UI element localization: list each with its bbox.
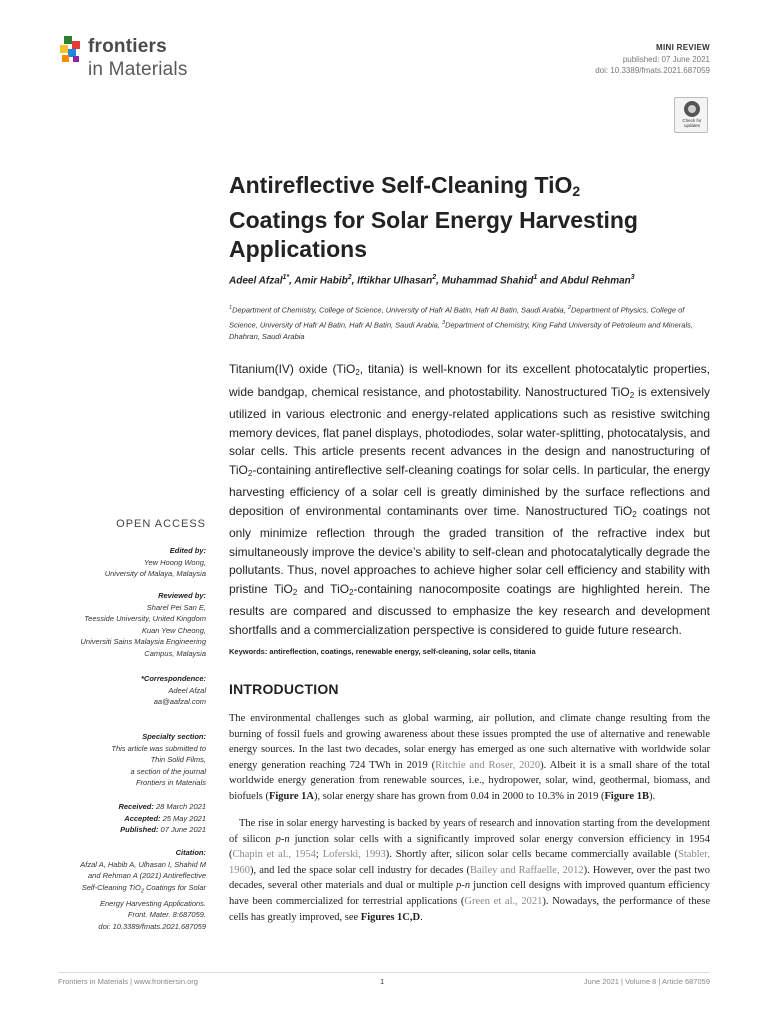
- citation-link[interactable]: Loferski, 1993: [322, 849, 386, 861]
- reviewer-line: Teesside University, United Kingdom: [84, 614, 206, 624]
- affiliation: Department of Chemistry, King Fahd University of Petroleum and Minerals, Dhahran, Saudi Arabia: [229, 320, 693, 341]
- accepted-label: Accepted:: [124, 813, 161, 823]
- dates-block: [40, 801, 206, 836]
- specialty-line: Frontiers in Materials: [135, 778, 206, 788]
- section-heading-introduction: INTRODUCTION: [229, 681, 339, 697]
- title-subscript: 2: [572, 183, 581, 199]
- abstract-text: , titania) is well-known for its excellent photocatalytic properties, wide bandgap, chemical resistance, and photostability. Nanostructured TiO: [229, 362, 711, 399]
- body-text: ), solar energy share has grown from 0.04 in 2000 to 10.3% in 2019 (: [313, 790, 605, 802]
- article-title: [229, 171, 709, 264]
- affiliation: Department of Chemistry, College of Science, University of Hafr Al Batin, Hafr Al Batin, Saudi Arabia,: [232, 305, 568, 315]
- figure-link[interactable]: Figure 1B: [604, 790, 649, 802]
- author-list: [229, 274, 709, 286]
- abstract: [229, 360, 710, 639]
- edited-by-label: Edited by:: [169, 546, 206, 555]
- abstract-text: -containing nanocomposite coatings are highlighted herein. The results are compared and discussed to emphasize the key research and development shortfalls and a commercialization perspective is considered to guide future research.: [229, 581, 711, 637]
- author-affil-sup: 3: [630, 274, 635, 281]
- author-name[interactable]: Abdul Rehman: [560, 275, 631, 287]
- editor-line: Yew Hoong Wong,: [143, 557, 206, 567]
- check-updates-icon: [684, 101, 700, 117]
- body-text: .: [420, 911, 423, 923]
- citation-link[interactable]: Ritchie and Roser, 2020: [435, 759, 541, 771]
- body-text: ). Shortly after, silicon solar cells became commercially available (: [385, 849, 679, 861]
- author-sep: and: [537, 275, 561, 287]
- affiliations: [229, 302, 711, 343]
- abstract-text: coatings not only minimize reflection through the graded transition of the refractive index but simultaneously improve the device’s ability to self-clean and photocatalytically degrade the pollutants. Thus, novel approaches to achieve higher solar cell efficiency and stability with pristine TiO: [229, 503, 710, 596]
- specialty-line: Thin Solid Films,: [150, 755, 206, 765]
- abstract-text: is extensively utilized in various electronic and energy-related applications such as resistive switching memory devices, flat panel displays, photodiodes, solar water-splitting, photocatalysis, and solar cells. This article presents recent advances in the design and nanostructuring of TiO: [229, 384, 710, 477]
- subscript: 2: [355, 368, 360, 377]
- published-date-side: 07 June 2021: [158, 825, 206, 835]
- journal-logo: [58, 33, 198, 81]
- reviewer-line: Sharel Pei San E,: [146, 602, 206, 612]
- author-name[interactable]: Amir Habib: [294, 275, 348, 287]
- editor-line: University of Malaya, Malaysia: [104, 569, 206, 579]
- subscript: 2: [349, 587, 354, 597]
- page-number: 1: [380, 977, 385, 986]
- footer-issue: June 2021 | Volume 8 | Article 687059: [583, 977, 710, 986]
- citation-label: Citation:: [175, 848, 206, 857]
- body-text: junction solar cells with a significantly improved solar energy conversion efficiency in 1954 (: [229, 833, 710, 861]
- reviewer-line: Universiti Sains Malaysia Engineering: [80, 637, 206, 647]
- check-for-updates-button[interactable]: [674, 97, 708, 133]
- author-name[interactable]: Iftikhar Ulhasan: [357, 275, 433, 287]
- keywords: [229, 647, 710, 656]
- keywords-list: antireflection, coatings, renewable energy, self-cleaning, solar cells, titania: [267, 647, 536, 656]
- article-doi[interactable]: doi: 10.3389/fmats.2021.687059: [595, 66, 710, 75]
- figure-link[interactable]: Figures 1C,D: [360, 911, 421, 923]
- affil-sup: 3: [442, 319, 446, 326]
- reviewer-line: Kuan Yew Cheong,: [141, 625, 206, 635]
- reviewed-by-block: [40, 590, 206, 660]
- accepted-date: 25 May 2021: [160, 813, 206, 823]
- body-text: junction cell designs with improved quantum efficiency have been commercialized for terrestrial applications (: [229, 880, 710, 907]
- body-text: ), and led the space solar cell industry for decades (: [250, 864, 470, 876]
- abstract-text: and TiO: [297, 581, 350, 596]
- article-type: MINI REVIEW: [656, 43, 710, 52]
- open-access-label: OPEN ACCESS: [116, 518, 206, 530]
- citation-doi[interactable]: doi: 10.3389/fmats.2021.687059: [98, 922, 206, 932]
- abstract-text: -containing antireflective self-cleaning coatings for solar cells. In particular, the energy harvesting efficiency of a solar cell is greatly diminished by the surface reflections and deposition of environmental contaminants over time. Nanostructured TiO: [229, 462, 710, 518]
- published-date: published: 07 June 2021: [622, 55, 710, 64]
- intro-paragraph-2: [229, 816, 710, 925]
- check-updates-label: Check for updates: [682, 118, 702, 128]
- published-label: Published:: [120, 825, 159, 835]
- author-affil-sup: 2: [347, 274, 352, 281]
- subscript: 2: [632, 509, 637, 519]
- citation-link[interactable]: Bailey and Raffaelle, 2012: [469, 864, 584, 876]
- footer-divider: [58, 972, 710, 973]
- citation-link[interactable]: Green et al., 2021: [464, 895, 543, 907]
- italic-term: p-n: [456, 880, 471, 892]
- edited-by-block: [40, 545, 206, 580]
- citation-line: [40, 882, 206, 898]
- body-text: ). Nowadays, the performance of these cells has greatly improved, see: [229, 895, 710, 923]
- body-text: ;: [315, 849, 323, 861]
- citation-line: Front. Mater. 8:687059.: [127, 910, 206, 920]
- citation-link[interactable]: Chapin et al., 1954: [232, 849, 316, 861]
- abstract-text: Titanium(IV) oxide (TiO: [229, 362, 356, 376]
- citation-link[interactable]: Stabler, 1960: [229, 849, 710, 876]
- intro-paragraph-1: [229, 711, 710, 805]
- received-date: 28 March 2021: [153, 802, 206, 811]
- logo-word-frontiers: frontiers: [88, 36, 167, 57]
- author-affil-sup: 1*: [282, 274, 290, 281]
- citation-line: Energy Harvesting Applications.: [99, 898, 206, 908]
- citation-text: Coatings for Solar: [143, 882, 206, 892]
- footer-journal[interactable]: Frontiers in Materials | www.frontiersin.org: [58, 977, 198, 986]
- author-sep: ,: [289, 275, 295, 287]
- body-text: ). However, over the past two decades, several other materials and dual or multiple: [229, 864, 710, 892]
- citation-line: Afzal A, Habib A, Ulhasan I, Shahid M: [80, 859, 206, 869]
- author-name[interactable]: Adeel Afzal: [229, 275, 283, 287]
- frontiers-logo-icon: [58, 35, 84, 65]
- specialty-line: This article was submitted to: [111, 743, 206, 753]
- author-affil-sup: 2: [432, 274, 437, 281]
- body-text: The rise in solar energy harvesting is backed by years of research and innovation starting from the development of silicon: [229, 818, 710, 845]
- body-text: ). Albeit it is a small share of the total worldwide energy generation from renewable sources, i.e., hydropower, solar, wind, geothermal, biomass, and biofuels (: [229, 759, 710, 802]
- citation-line: and Rehman A (2021) Antireflective: [88, 871, 206, 881]
- reviewed-by-label: Reviewed by:: [158, 591, 206, 600]
- author-sep: ,: [436, 275, 442, 287]
- received-label: Received:: [118, 802, 154, 811]
- citation-block: [40, 847, 206, 933]
- author-name[interactable]: Muhammad Shahid: [441, 275, 534, 287]
- title-line3: Applications: [229, 236, 368, 262]
- subscript: 2: [629, 390, 635, 400]
- title-line1: Antireflective Self-Cleaning TiO: [229, 172, 573, 198]
- body-text: The environmental challenges such as global warming, air pollution, and climate change resulting from the burning of fossil fuels and growing awareness about these issues prompted the use of alternative and renewable energy sources. In the last two decades, solar energy has emerged as one such alternative with worldwide solar energy generation reaching 724 TWh in 2019 (: [229, 713, 710, 771]
- body-text: ).: [648, 790, 656, 802]
- correspondence-name: Adeel Afzal: [168, 685, 206, 695]
- subscript: 2: [292, 587, 298, 597]
- italic-term: p-n: [275, 833, 290, 845]
- keywords-label: Keywords:: [229, 647, 268, 656]
- correspondence-email[interactable]: aa@aafzal.com: [153, 697, 206, 707]
- specialty-label: Specialty section:: [142, 732, 206, 741]
- specialty-line: a section of the journal: [130, 766, 206, 776]
- figure-link[interactable]: Figure 1A: [268, 790, 314, 802]
- reviewer-line: Campus, Malaysia: [144, 648, 206, 658]
- subscript: 2: [247, 468, 253, 478]
- affiliation: Department of Physics, College of Science, University of Hafr Al Batin, Hafr Al Batin, Saudi Arabia,: [229, 305, 685, 329]
- correspondence-block: [40, 673, 206, 708]
- citation-text: Self-Cleaning TiO: [81, 882, 141, 892]
- logo-word-journal: in Materials: [88, 59, 188, 80]
- author-sep: ,: [351, 275, 358, 287]
- affil-sup: 2: [567, 305, 571, 311]
- specialty-block: [40, 731, 206, 789]
- correspondence-label: *Correspondence:: [140, 674, 206, 683]
- title-line2: Coatings for Solar Energy Harvesting: [229, 207, 638, 233]
- author-affil-sup: 1: [533, 274, 538, 281]
- affil-sup: 1: [229, 305, 233, 311]
- subscript: 2: [140, 888, 144, 895]
